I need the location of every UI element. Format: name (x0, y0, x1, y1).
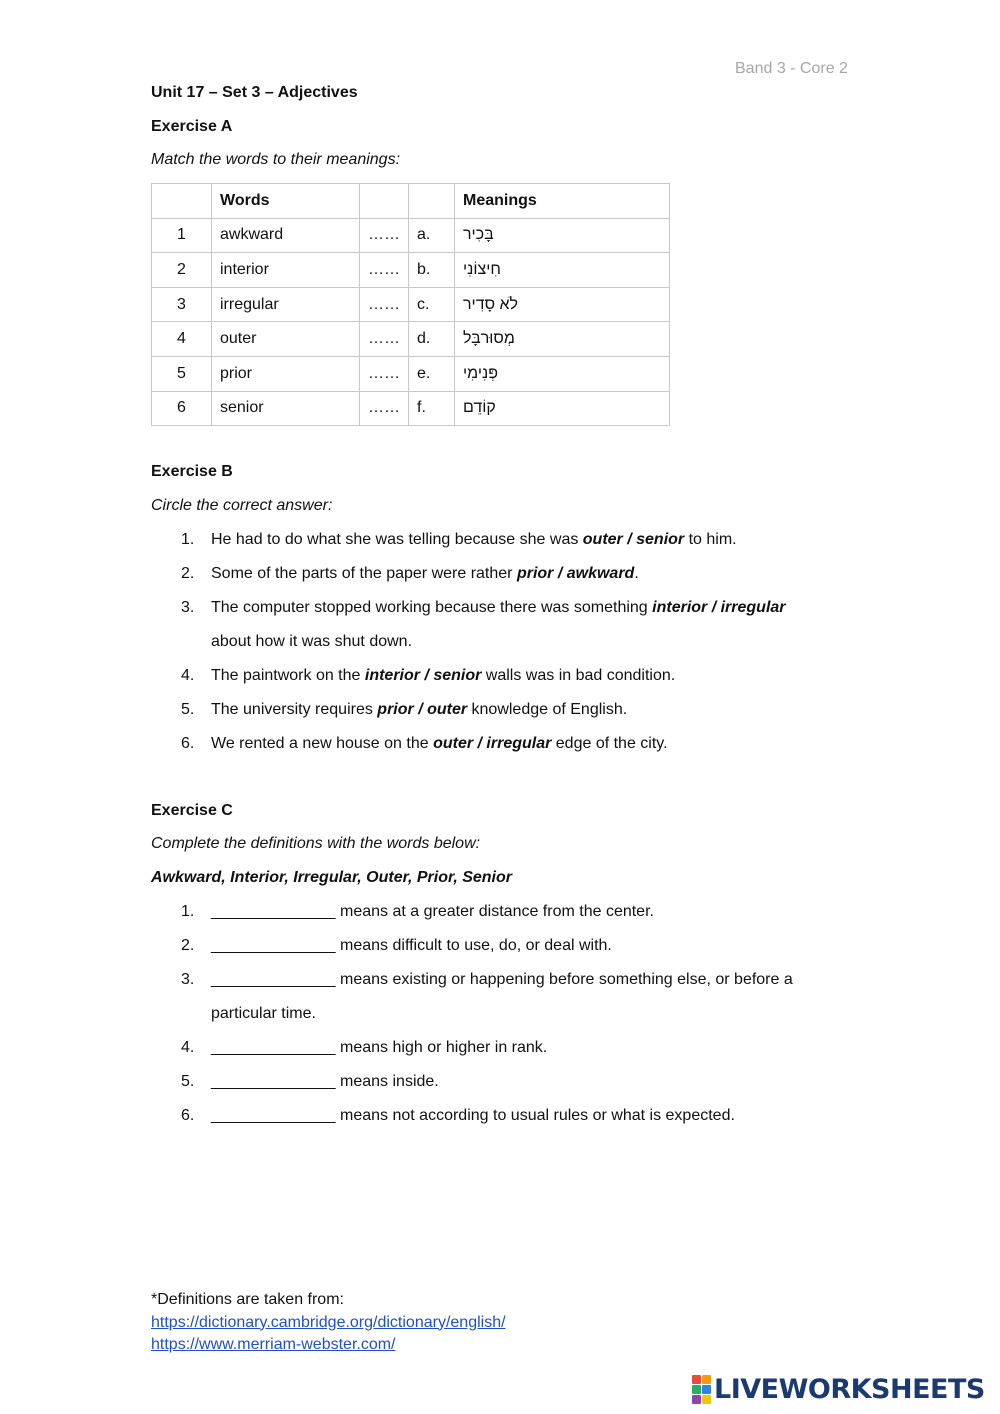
row-meaning (455, 287, 670, 322)
hebrew-meaning: לֹא סָדִיר (463, 295, 519, 313)
definition-text: means at a greater distance from the center. (335, 903, 654, 920)
row-meaning (455, 322, 670, 357)
hebrew-meaning: בָּכִיר (463, 226, 494, 244)
row-word: outer (212, 322, 360, 357)
definition-text: means inside. (335, 1073, 439, 1090)
logo-square (692, 1395, 701, 1404)
table-row (152, 391, 670, 426)
table-row (152, 356, 670, 391)
list-item (151, 1099, 851, 1133)
answer-blank[interactable]: …… (360, 391, 409, 426)
header-words-cell: Words (212, 184, 360, 219)
list-item (151, 727, 851, 761)
answer-blank[interactable]: …… (360, 253, 409, 288)
list-item (151, 523, 851, 557)
row-letter: a. (409, 218, 455, 253)
item-number: 4. (181, 1039, 195, 1056)
hebrew-meaning: קוֹדֵם (463, 399, 496, 417)
sentence-start: Some of the parts of the paper were rather (211, 565, 517, 582)
list-item (151, 557, 851, 591)
header-answer-cell (360, 184, 409, 219)
word-bank: Awkward, Interior, Irregular, Outer, Prior, Senior (151, 869, 512, 886)
definition-text: means existing or happening before something else, or before a particular time. (211, 971, 793, 1022)
item-number: 4. (181, 667, 195, 684)
sentence-start: The university requires (211, 701, 378, 718)
hebrew-meaning: פְּנִימִי (463, 364, 498, 382)
list-item (151, 895, 851, 929)
hebrew-meaning: מְסוּרבָּל (463, 330, 515, 348)
row-letter: b. (409, 253, 455, 288)
band-label: Band 3 - Core 2 (735, 60, 848, 77)
exercise-b-list (151, 523, 851, 761)
row-meaning (455, 391, 670, 426)
answer-blank[interactable]: ______________ (211, 1107, 336, 1124)
list-item (151, 963, 851, 1031)
table-header-row (152, 184, 670, 219)
header-meanings-cell: Meanings (455, 184, 670, 219)
definition-text: means not according to usual rules or what is expected. (335, 1107, 735, 1124)
sentence-end: about how it was shut down. (211, 633, 413, 650)
answer-choice[interactable]: prior / awkward (516, 565, 635, 582)
list-item (151, 693, 851, 727)
row-word: interior (212, 253, 360, 288)
sources-note: *Definitions are taken from: (151, 1291, 344, 1308)
answer-choice[interactable]: interior / irregular (652, 599, 786, 616)
answer-choice[interactable]: outer / irregular (433, 735, 552, 752)
list-item (151, 1031, 851, 1065)
logo-square (692, 1375, 701, 1384)
answer-blank[interactable]: ______________ (211, 1039, 336, 1056)
row-word: prior (212, 356, 360, 391)
sentence-end: knowledge of English. (467, 701, 628, 718)
sentence-end: . (634, 565, 639, 582)
cambridge-link[interactable]: https://dictionary.cambridge.org/dictionary/english/ (151, 1313, 506, 1331)
logo-square (702, 1385, 711, 1394)
header-letter-cell (409, 184, 455, 219)
sentence-start: He had to do what she was telling because she was (211, 531, 583, 548)
exercise-b-instruction: Circle the correct answer: (151, 497, 333, 514)
table-row (152, 287, 670, 322)
exercise-a-instruction: Match the words to their meanings: (151, 151, 401, 168)
answer-blank[interactable]: …… (360, 356, 409, 391)
item-number: 6. (181, 1107, 195, 1124)
answer-blank[interactable]: ______________ (211, 937, 336, 954)
item-number: 6. (181, 735, 195, 752)
list-item (151, 659, 851, 693)
row-meaning (455, 253, 670, 288)
list-item (151, 929, 851, 963)
list-item (151, 591, 851, 659)
row-letter: f. (409, 391, 455, 426)
row-meaning (455, 356, 670, 391)
list-item (151, 1065, 851, 1099)
row-number: 6 (152, 391, 212, 426)
logo-square (702, 1395, 711, 1404)
sentence-start: The paintwork on the (211, 667, 365, 684)
merriam-webster-link[interactable]: https://www.merriam-webster.com/ (151, 1336, 396, 1353)
item-number: 2. (181, 937, 195, 954)
footer-sources (151, 1289, 506, 1357)
row-letter: e. (409, 356, 455, 391)
row-word: senior (212, 391, 360, 426)
item-number: 1. (181, 531, 195, 548)
row-number: 3 (152, 287, 212, 322)
table-row (152, 322, 670, 357)
row-number: 1 (152, 218, 212, 253)
answer-choice[interactable]: outer / senior (582, 531, 685, 548)
logo-text: LIVEWORKSHEETS (714, 1374, 985, 1405)
answer-blank[interactable]: …… (360, 218, 409, 253)
answer-blank[interactable]: …… (360, 287, 409, 322)
row-number: 4 (152, 322, 212, 357)
sentence-end: to him. (684, 531, 737, 548)
item-number: 5. (181, 701, 195, 718)
header-num-cell (152, 184, 212, 219)
row-word: irregular (212, 287, 360, 322)
exercise-a-heading: Exercise A (151, 118, 233, 135)
logo-square (692, 1385, 701, 1394)
table-row (152, 218, 670, 253)
row-number: 5 (152, 356, 212, 391)
answer-blank[interactable]: ______________ (211, 971, 336, 988)
answer-choice[interactable]: prior / outer (377, 701, 468, 718)
item-number: 3. (181, 971, 195, 988)
answer-blank[interactable]: ______________ (211, 1073, 336, 1090)
answer-choice[interactable]: interior / senior (364, 667, 482, 684)
row-letter: c. (409, 287, 455, 322)
item-number: 5. (181, 1073, 195, 1090)
page-title: Unit 17 – Set 3 – Adjectives (151, 84, 358, 101)
table-row (152, 253, 670, 288)
matching-table (151, 183, 670, 426)
sentence-start: We rented a new house on the (211, 735, 434, 752)
liveworksheets-logo (692, 1374, 985, 1405)
exercise-c-instruction: Complete the definitions with the words below: (151, 835, 481, 852)
row-meaning (455, 218, 670, 253)
item-number: 1. (181, 903, 195, 920)
sentence-end: edge of the city. (551, 735, 668, 752)
row-number: 2 (152, 253, 212, 288)
logo-mark-icon (692, 1375, 711, 1404)
answer-blank[interactable]: …… (360, 322, 409, 357)
hebrew-meaning: חִיצוֹנִי (463, 260, 501, 278)
item-number: 2. (181, 565, 195, 582)
sentence-end: walls was in bad condition. (481, 667, 676, 684)
definition-text: means high or higher in rank. (335, 1039, 548, 1056)
row-word: awkward (212, 218, 360, 253)
logo-square (702, 1375, 711, 1384)
exercise-b-heading: Exercise B (151, 463, 233, 480)
answer-blank[interactable]: ______________ (211, 903, 336, 920)
definition-text: means difficult to use, do, or deal with. (335, 937, 612, 954)
exercise-c-list (151, 895, 851, 1133)
sentence-start: The computer stopped working because there was something (211, 599, 653, 616)
item-number: 3. (181, 599, 195, 616)
row-letter: d. (409, 322, 455, 357)
exercise-c-heading: Exercise C (151, 802, 233, 819)
